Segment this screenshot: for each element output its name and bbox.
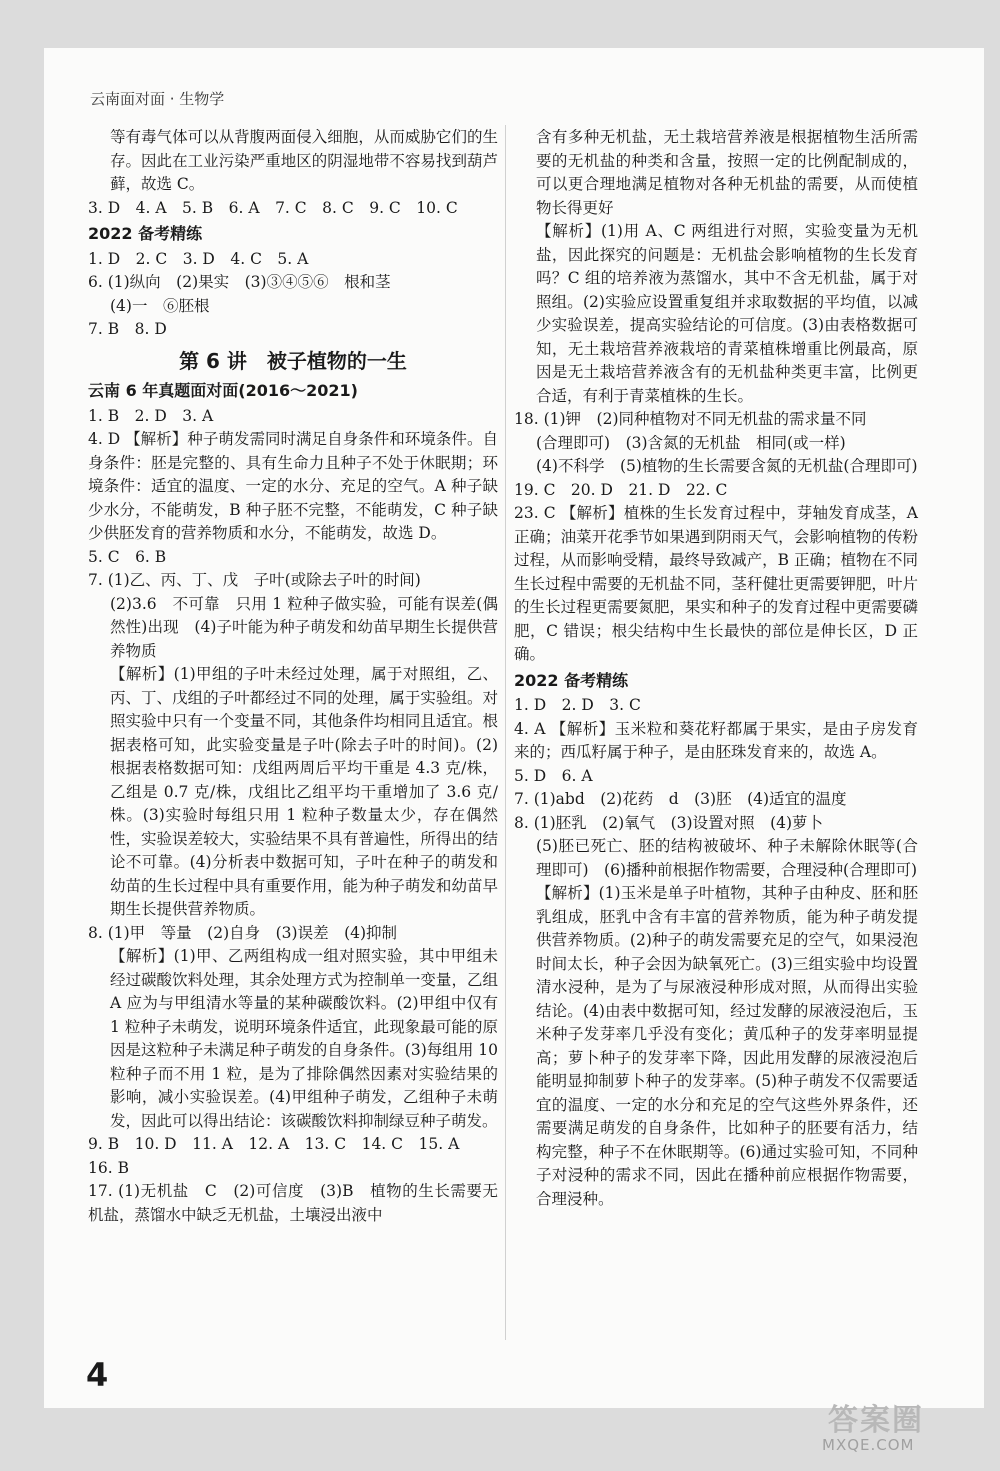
answer-paragraph: 8. (1)甲 等量 (2)自身 (3)误差 (4)抑制 (88, 923, 398, 942)
answer-paragraph: 4. D 【解析】种子萌发需同时满足自身条件和环境条件。自身条件：胚是完整的、具有生命力且种子不处于休眠期；环境条件：适宜的温度、一定的水分、充足的空气。A 种子缺少水分，不能萌发，B 种子胚不完整，不能萌发，C 种子缺少供胚发育的营养物质和水分，不能萌发，故选 D。 (88, 430, 498, 542)
answer-paragraph: 【解析】(1)玉米是单子叶植物，其种子由种皮、胚和胚乳组成，胚乳中含有丰富的营养物质，能为种子萌发提供营养物质。(2)种子的萌发需要充足的空气，如果浸泡时间太长，种子会因为缺氧死亡。(3)三组实验中均设置清水浸种，是为了与尿液浸种形成对照，从而得出实验结论。(4)由表中数据可知，经过发酵的尿液浸泡后，玉米种子发芽率几乎没有变化；黄瓜种子的发芽率明显提高；萝卜种子的发芽率下降，因此用发酵的尿液浸泡后能明显抑制萝卜种子的发芽率。(5)种子萌发不仅需要适宜的温度、一定的水分和充足的空气这些外界条件，还需要满足萌发的自身条件，比如种子的胚要有活力，结构完整，种子不在休眠期等。(6)通过实验可知，不同种子对浸种的需求不同，因此在播种前应根据作物需要，合理浸种。 (536, 884, 918, 1208)
watermark-url: MXQE.COM (822, 1436, 915, 1454)
page-number: 4 (86, 1356, 109, 1394)
answer-paragraph: 1. B 2. D 3. A (88, 406, 214, 425)
answer-paragraph: 7. (1)abd (2)花药 d (3)胚 (4)适宜的温度 (514, 790, 847, 808)
answer-paragraph: 含有多种无机盐，无土栽培营养液是根据植物生活所需要的无机盐的种类和含量，按照一定的比例配制成的，可以更合理地满足植物对各种无机盐的需要，从而使植物长得更好 (536, 128, 918, 217)
answer-paragraph: 3. D 4. A 5. B 6. A 7. C 8. C 9. C 10. C (88, 198, 458, 217)
answer-paragraph: 19. C 20. D 21. D 22. C (514, 480, 728, 499)
answer-paragraph: 7. B 8. D (88, 320, 167, 338)
answer-paragraph: 5. D 6. A (514, 766, 593, 785)
answer-paragraph: (2)3.6 不可靠 只用 1 粒种子做实验，可能有误差(偶然性)出现 (4)子叶能为种子萌发和幼苗早期生长提供营养物质 (110, 594, 498, 660)
answer-paragraph: (5)胚已死亡、胚的结构被破坏、种子未解除休眠等(合理即可) (6)播种前根据作物需要，合理浸种(合理即可) (536, 837, 918, 879)
answer-paragraph: 7. (1)乙、丙、丁、戊 子叶(或除去子叶的时间) (88, 571, 421, 589)
answer-paragraph: 【解析】(1)甲组的子叶未经过处理，属于对照组，乙、丙、丁、戊组的子叶都经过不同的处理，属于实验组。对照实验中只有一个变量不同，其他条件均相同且适宜。根据表格可知，此实验变量是子叶(除去子叶的时间)。(2)根据表格数据可知：戊组两周后平均干重是 4.3 克/株，乙组是 0.7 克/株，戊组比乙组平均干重增加了 3.6 克/株。(3)实验时每组只用 1 粒种子数量太少，存在偶然性，实验误差较大，实验结果不具有普遍性，所得出的结论不可靠。(4)分析表中数据可知，子叶在种子的萌发和幼苗的生长过程中具有重要作用，能为种子萌发和幼苗早期生长提供营养物质。 (110, 665, 498, 918)
answer-paragraph: (4)一 ⑥胚根 (110, 296, 210, 315)
answer-paragraph: 1. D 2. D 3. C (514, 696, 641, 714)
column-divider (505, 125, 506, 1340)
right-column (514, 126, 918, 1211)
answer-paragraph: 1. D 2. C 3. D 4. C 5. A (88, 249, 309, 268)
answer-paragraph: 18. (1)钾 (2)同种植物对不同无机盐的需求量不同 (514, 410, 867, 428)
answer-paragraph: 8. (1)胚乳 (2)氧气 (3)设置对照 (4)萝卜 (514, 813, 824, 832)
lesson-title: 第 6 讲 被子植物的一生 (179, 348, 407, 373)
section-heading: 2022 备考精练 (88, 224, 203, 243)
page-header: 云南面对面 · 生物学 (90, 90, 225, 108)
answer-paragraph: 【解析】(1)用 A、C 两组进行对照，实验变量为无机盐，因此探究的问题是：无机盐会影响植物的生长发育吗？C 组的培养液为蒸馏水，其中不含无机盐，属于对照组。(2)实验应设置重复组并求取数据的平均值，以减少实验误差，提高实验结论的可信度。(3)由表格数据可知，无土栽培营养液栽培的青菜植株增重比例最高，原因是无土栽培营养液含有的无机盐种类更丰富，比例更合适，有利于青菜植株的生长。 (536, 222, 918, 405)
answer-paragraph: 17. (1)无机盐 C (2)可信度 (3)B 植物的生长需要无机盐，蒸馏水中缺乏无机盐，土壤浸出液中 (88, 1182, 498, 1224)
answer-paragraph: 6. (1)纵向 (2)果实 (3)③④⑤⑥ 根和茎 (88, 273, 391, 291)
answer-paragraph: (4)不科学 (5)植物的生长需要含氮的无机盐(合理即可) (536, 457, 918, 475)
section-heading: 云南 6 年真题面对面(2016～2021) (88, 381, 358, 400)
left-column (88, 126, 498, 1227)
answer-paragraph: (合理即可) (3)含氮的无机盐 相同(或一样) (536, 433, 846, 452)
section-heading: 2022 备考精练 (514, 670, 629, 690)
answer-paragraph: 【解析】(1)甲、乙两组构成一组对照实验，其中甲组未经过碳酸饮料处理，其余处理方式为控制单一变量，乙组 A 应为与甲组清水等量的某种碳酸饮料。(2)甲组中仅有 1 粒种子未萌发，说明环境条件适宜，此现象最可能的原因是这粒种子未满足种子萌发的自身条件。(3)每组用 10 粒种子而不用 1 粒，是为了排除偶然因素对实验结果的影响，减小实验误差。(4)甲组种子萌发，乙组种子未萌发，因此可以得出结论：该碳酸饮料抑制绿豆种子萌发。 (110, 947, 498, 1130)
answer-paragraph: 4. A 【解析】玉米粒和葵花籽都属于果实，是由子房发育来的；西瓜籽属于种子，是由胚珠发育来的，故选 A。 (514, 719, 918, 761)
answer-paragraph: 5. C 6. B (88, 547, 167, 566)
answer-paragraph: 9. B 10. D 11. A 12. A 13. C 14. C 15. A (88, 1135, 460, 1153)
answer-paragraph: 23. C 【解析】植株的生长发育过程中，芽轴发育成茎，A 正确；油菜开花季节如果遇到阴雨天气，会影响植物的传粉过程，从而影响受精，最终导致减产，B 正确；植物在不同生长过程中需要的无机盐不同，茎秆健壮更需要钾肥，叶片的生长过程更需要氮肥，果实和种子的发育过程中更需要磷肥，C 错误；根尖结构中生长最快的部位是伸长区，D 正确。 (514, 504, 918, 663)
answer-paragraph: 等有毒气体可以从背腹两面侵入细胞，从而威胁它们的生存。因此在工业污染严重地区的阴湿地带不容易找到葫芦藓，故选 C。 (110, 128, 498, 193)
answer-paragraph: 16. B (88, 1158, 129, 1177)
watermark-logo: 答案圈 (828, 1403, 924, 1438)
